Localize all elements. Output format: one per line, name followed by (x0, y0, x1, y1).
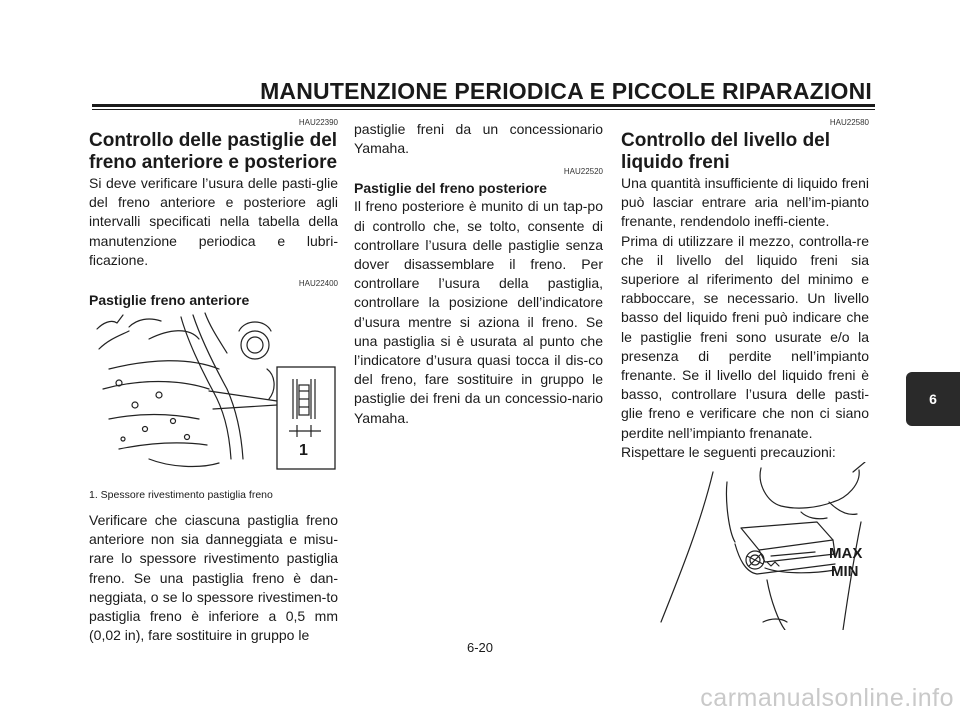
subheading-front-pads: Pastiglie freno anteriore (89, 292, 250, 309)
chapter-tab[interactable]: 6 (906, 372, 960, 426)
heading-pad-check (89, 130, 338, 174)
paragraph: Verificare che ciascuna pastiglia freno anteriore non sia danneggiata e misu-rare lo spessore rivestimento pastiglia freno. Se una pastiglia freno è dan-neggiata, o se lo spessore rivestimen-to pastiglia freno è inferiore a 0,5 mm (0,02 in), fare sostituire in gruppo le (89, 512, 338, 644)
paragraph: Si deve verificare l’usura delle pasti-glie del freno anteriore e posteriore agli intervalli specificati nella tabella della manutenzione periodica e lubri-ficazione. (89, 175, 338, 268)
max-level-label: MAX (829, 545, 863, 563)
subheading-rear-pads: Pastiglie del freno posteriore (354, 180, 547, 197)
reference-code: HAU22580 (829, 118, 869, 127)
spacer (354, 158, 603, 167)
front-brake-pad-illustration (89, 309, 338, 479)
heading-line: freno anteriore e posteriore (89, 152, 338, 173)
spacer (89, 479, 338, 488)
paragraph: Prima di utilizzare il mezzo, controlla-re che il livello del liquido freni sia superiore al riferimento del minimo e rabboccare, se necessario. Un livello basso del liquido freni può indicare che le pastiglie freni sono usurate e/o la presenza di perdite nell’impianto frenante. Se il livello del liquido freni è basso, controllare l’usura delle pasti-glie freno e verificare che non ci siano perdite nell’impianto frenanate. (621, 232, 869, 441)
page-number: 6-20 (466, 640, 494, 655)
header-rule (92, 104, 875, 107)
column-middle (354, 120, 603, 428)
paragraph: Una quantità insufficiente di liquido freni può lasciar entrare aria nell’im-pianto frenante, rendendolo ineffi-ciente. (621, 175, 869, 230)
reference-code: HAU22520 (563, 167, 603, 177)
spacer (89, 502, 338, 511)
reference-code: HAU22400 (298, 279, 338, 289)
heading-line: Controllo delle pastiglie del (89, 130, 338, 151)
heading-line: Controllo del livello del (621, 130, 831, 151)
min-level-label: MIN (831, 563, 859, 581)
header-rule-thin (92, 109, 875, 110)
column-left (89, 118, 338, 645)
paragraph: Rispettare le seguenti precauzioni: (621, 443, 836, 460)
column-right (621, 118, 869, 630)
watermark: carmanualsonline.info (700, 684, 954, 712)
heading-brake-fluid (621, 130, 869, 174)
callout-number: 1 (299, 442, 308, 460)
paragraph: pastiglie freni da un concessionario Yamaha. (354, 121, 603, 157)
section-title: MANUTENZIONE PERIODICA E PICCOLE RIPARAZIONI (260, 78, 872, 104)
brake-fluid-reservoir-illustration (621, 462, 869, 630)
heading-line: liquido freni (621, 152, 730, 173)
figure-caption: 1. Spessore rivestimento pastiglia freno (89, 489, 273, 502)
paragraph: Il freno posteriore è munito di un tap-po di controllo che, se tolto, consente di controllare l’usura delle pastiglie senza dover disassemblare il freno. Per controllare l’usura della pastiglia, controllare la posizione dell’indicatore d’usura mentre si aziona il freno. Se una pastiglia si è usurata al punto che l’indicatore d’usura quasi tocca il dis-co del freno, fare sostituire in gruppo le pastiglie dei freni da un concessio-nario Yamaha. (354, 198, 603, 426)
reference-code: HAU22390 (298, 118, 338, 127)
spacer (89, 270, 338, 279)
